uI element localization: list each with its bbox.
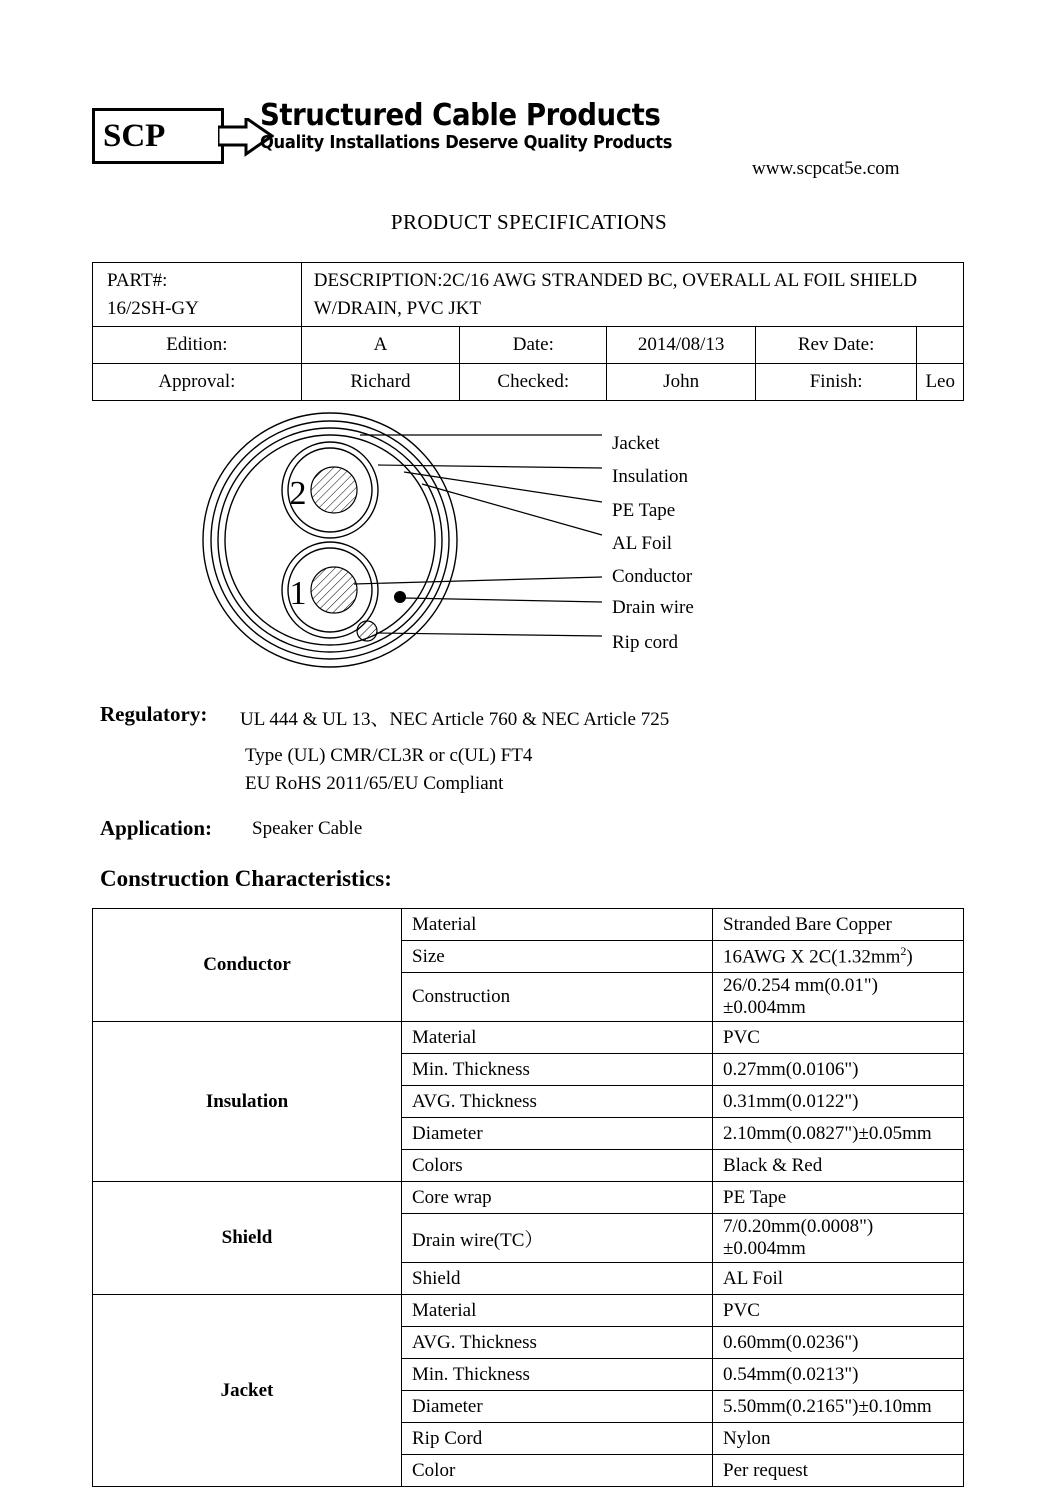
property-label: Drain wire(TC）	[402, 1214, 713, 1263]
property-value	[713, 941, 964, 973]
application-value: Speaker Cable	[252, 818, 363, 839]
property-value: 5.50mm(0.2165")±0.10mm	[713, 1391, 964, 1423]
finish-value: Leo	[917, 364, 964, 401]
property-label: Color	[402, 1455, 713, 1487]
diagram-label-jacket: Jacket	[612, 433, 660, 454]
part-value: 16/2SH-GY	[107, 297, 199, 319]
construction-table	[92, 908, 964, 1487]
scp-logo	[92, 108, 224, 164]
property-value: PVC	[713, 1295, 964, 1327]
part-number-cell	[93, 263, 302, 327]
property-label: Material	[402, 1022, 713, 1054]
construction-table-body	[93, 909, 964, 1487]
property-label: Diameter	[402, 1391, 713, 1423]
cable-diagram-svg	[92, 412, 964, 682]
table-row	[93, 327, 964, 364]
property-value: Nylon	[713, 1423, 964, 1455]
property-label: Diameter	[402, 1118, 713, 1150]
regulatory-line-2: Type (UL) CMR/CL3R or c(UL) FT4	[245, 745, 533, 766]
brand-title: Structured Cable Products	[260, 98, 661, 133]
property-value: PVC	[713, 1022, 964, 1054]
table-row	[93, 1295, 964, 1327]
property-value: Black & Red	[713, 1150, 964, 1182]
brand-subtitle: Quality Installations Deserve Quality Products	[260, 132, 673, 153]
core-number-1: 1	[289, 575, 307, 612]
page-title: PRODUCT SPECIFICATIONS	[390, 210, 668, 234]
property-value: 2.10mm(0.0827")±0.05mm	[713, 1118, 964, 1150]
drain-wire-dot	[394, 591, 406, 603]
property-label: Construction	[402, 973, 713, 1022]
property-value: 26/0.254 mm(0.01")±0.004mm	[713, 973, 964, 1022]
rev-date-value	[917, 327, 964, 364]
group-shield: Shield	[93, 1182, 402, 1295]
part-label: PART#:	[107, 270, 168, 291]
property-label: Core wrap	[402, 1182, 713, 1214]
property-label: Material	[402, 909, 713, 941]
edition-label: Edition:	[93, 327, 302, 364]
property-label: AVG. Thickness	[402, 1327, 713, 1359]
document-header	[92, 100, 972, 190]
group-conductor: Conductor	[93, 909, 402, 1022]
property-value: 0.54mm(0.0213")	[713, 1359, 964, 1391]
value-tail: )	[906, 946, 913, 968]
logo-text: SCP	[103, 117, 166, 154]
property-label: Material	[402, 1295, 713, 1327]
edition-value: A	[301, 327, 459, 364]
checked-label: Checked:	[460, 364, 607, 401]
property-value: 0.31mm(0.0122")	[713, 1086, 964, 1118]
application-label: Application:	[100, 816, 213, 840]
property-value: 0.27mm(0.0106")	[713, 1054, 964, 1086]
approval-value: Richard	[301, 364, 459, 401]
diagram-label-insulation: Insulation	[612, 466, 688, 487]
property-label: Rip Cord	[402, 1423, 713, 1455]
date-label: Date:	[460, 327, 607, 364]
property-value: AL Foil	[713, 1263, 964, 1295]
table-row	[93, 1022, 964, 1054]
value-superscript: 2	[900, 944, 907, 959]
property-value: Per request	[713, 1455, 964, 1487]
diagram-label-al-foil: AL Foil	[612, 533, 672, 554]
description-cell: DESCRIPTION:2C/16 AWG STRANDED BC, OVERALL AL FOIL SHIELD W/DRAIN, PVC JKT	[301, 263, 963, 327]
website-url: www.scpcat5e.com	[752, 158, 900, 179]
construction-title: Construction Characteristics:	[100, 866, 392, 891]
cable-cross-section-diagram	[92, 412, 964, 682]
approval-label: Approval:	[93, 364, 302, 401]
rev-date-label: Rev Date:	[755, 327, 917, 364]
property-label: Size	[402, 941, 713, 973]
table-row	[93, 364, 964, 401]
group-jacket: Jacket	[93, 1295, 402, 1487]
diagram-label-pe-tape: PE Tape	[612, 500, 676, 521]
value-main: 16AWG X 2C(1.32mm	[723, 946, 901, 968]
table-row	[93, 909, 964, 941]
diagram-label-conductor: Conductor	[612, 566, 693, 587]
rip-cord-shape	[357, 621, 377, 641]
property-value: PE Tape	[713, 1182, 964, 1214]
product-info-table	[92, 262, 964, 401]
property-label: Shield	[402, 1263, 713, 1295]
table-row	[93, 1182, 964, 1214]
property-label: Colors	[402, 1150, 713, 1182]
property-label: AVG. Thickness	[402, 1086, 713, 1118]
table-row	[93, 263, 964, 327]
property-value: 7/0.20mm(0.0008")±0.004mm	[713, 1214, 964, 1263]
group-insulation: Insulation	[93, 1022, 402, 1182]
brand-block	[260, 100, 780, 153]
regulatory-line-1: UL 444 & UL 13、NEC Article 760 & NEC Article 725	[240, 709, 670, 730]
date-value: 2014/08/13	[607, 327, 755, 364]
property-label: Min. Thickness	[402, 1359, 713, 1391]
regulatory-label: Regulatory:	[100, 702, 208, 726]
property-value: 0.60mm(0.0236")	[713, 1327, 964, 1359]
diagram-label-rip-cord: Rip cord	[612, 632, 678, 653]
checked-value: John	[607, 364, 755, 401]
property-label: Min. Thickness	[402, 1054, 713, 1086]
diagram-label-drain-wire: Drain wire	[612, 597, 694, 618]
finish-label: Finish:	[755, 364, 917, 401]
regulatory-line-3: EU RoHS 2011/65/EU Compliant	[245, 773, 504, 794]
property-value: Stranded Bare Copper	[713, 909, 964, 941]
core-number-2: 2	[289, 475, 307, 512]
